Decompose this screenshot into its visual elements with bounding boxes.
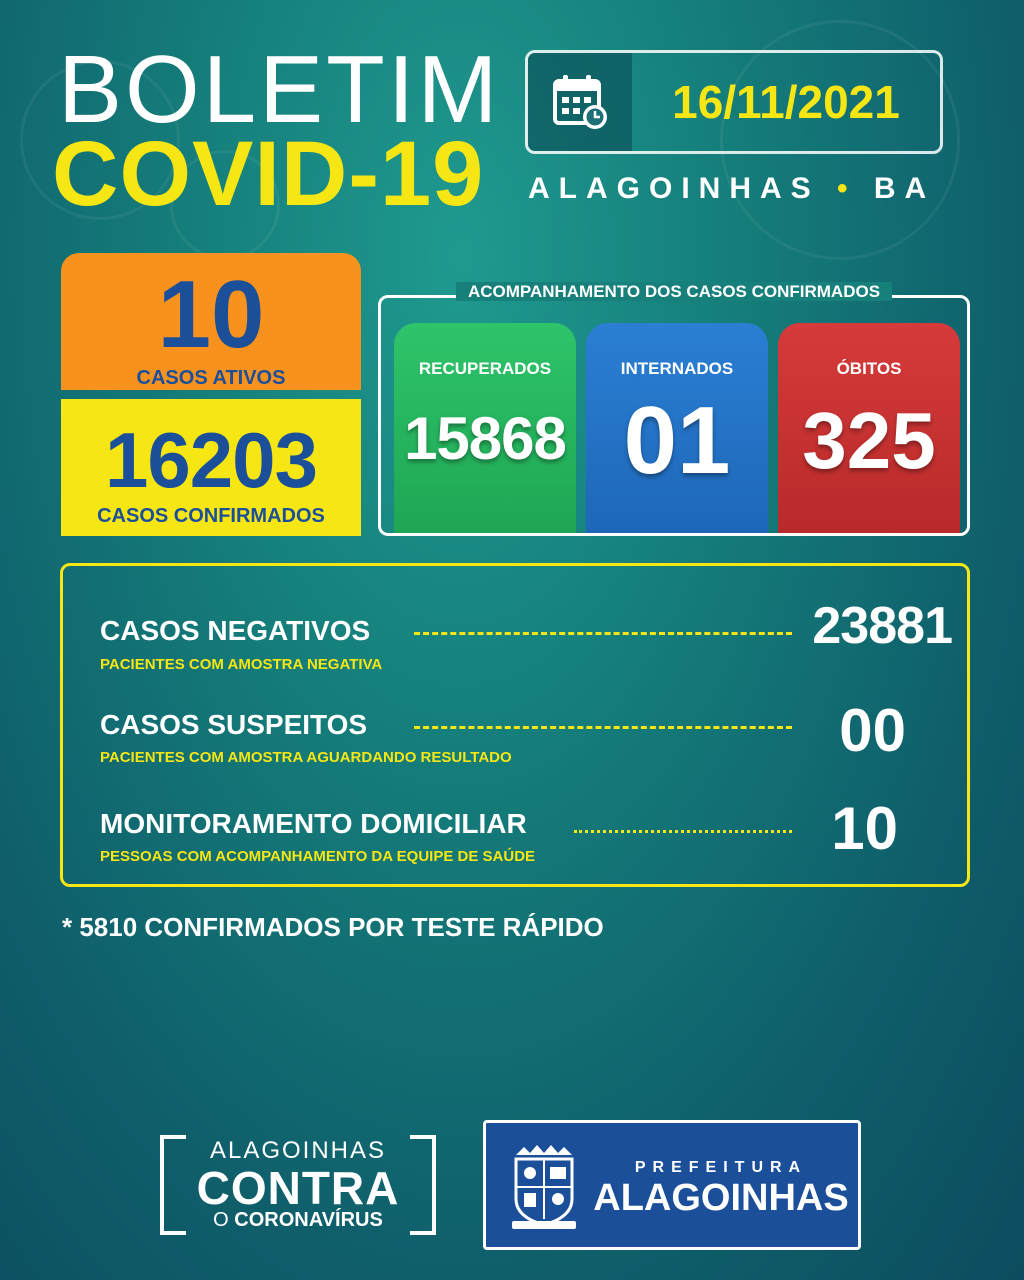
confirmed-cases-value: 16203 (105, 416, 317, 504)
campaign-contra: CONTRA (196, 1162, 400, 1214)
hospitalized-card (586, 323, 768, 533)
confirmed-cases-box (61, 399, 361, 536)
campaign-coronavirus-text: CORONAVÍRUS (234, 1209, 383, 1231)
suspect-leader-line (414, 726, 792, 729)
negative-leader-line (414, 632, 792, 635)
campaign-city: ALAGOINHAS (209, 1137, 387, 1164)
active-cases-label: CASOS ATIVOS (136, 367, 286, 389)
negative-cases-subtitle: PACIENTES COM AMOSTRA NEGATIVA (100, 656, 383, 673)
negative-cases-value: 23881 (812, 597, 952, 655)
city-name: ALAGOINHAS (528, 172, 820, 205)
hospitalized-value: 01 (623, 387, 731, 494)
title-covid: COVID-19 (52, 123, 485, 225)
recovered-card (394, 323, 576, 533)
campaign-o: O (213, 1209, 229, 1231)
city-crest-icon (510, 1145, 578, 1231)
recovered-value: 15868 (404, 405, 566, 472)
calendar-icon (528, 53, 632, 151)
confirmed-cases-label: CASOS CONFIRMADOS (97, 505, 325, 527)
rapid-test-footnote: * 5810 CONFIRMADOS POR TESTE RÁPIDO (62, 912, 604, 942)
suspect-cases-subtitle: PACIENTES COM AMOSTRA AGUARDANDO RESULTADO (100, 749, 512, 766)
deaths-card (778, 323, 960, 533)
suspect-cases-title: CASOS SUSPEITOS (100, 709, 368, 740)
deaths-value: 325 (802, 396, 936, 485)
home-monitoring-value: 10 (831, 795, 898, 862)
date-box (525, 50, 943, 154)
city-hall-logo (483, 1120, 861, 1250)
tracking-title (418, 282, 930, 302)
suspect-cases-value: 00 (839, 697, 906, 764)
hospitalized-label: INTERNADOS (620, 359, 734, 378)
active-cases-box (61, 253, 361, 390)
title-boletim: BOLETIM (58, 36, 501, 143)
campaign-coronavirus (160, 1209, 436, 1232)
home-monitoring-subtitle: PESSOAS COM ACOMPANHAMENTO DA EQUIPE DE SAÚDE (100, 848, 536, 865)
tracking-title-text: ACOMPANHAMENTO DOS CASOS CONFIRMADOS (456, 282, 892, 301)
home-monitoring-title: MONITORAMENTO DOMICILIAR (100, 808, 527, 839)
campaign-logo (160, 1135, 436, 1235)
bulletin-date: 16/11/2021 (672, 76, 900, 128)
home-leader-line (574, 830, 792, 833)
city-hall-label: PREFEITURA (634, 1159, 808, 1176)
active-cases-value: 10 (157, 261, 265, 368)
recovered-label: RECUPERADOS (418, 359, 552, 378)
location (528, 172, 948, 206)
city-hall-name: ALAGOINHAS (593, 1177, 849, 1219)
separator-dot: • (837, 172, 857, 205)
deaths-label: ÓBITOS (836, 359, 902, 378)
negative-cases-title: CASOS NEGATIVOS (100, 615, 371, 646)
state-name: BA (873, 172, 936, 205)
